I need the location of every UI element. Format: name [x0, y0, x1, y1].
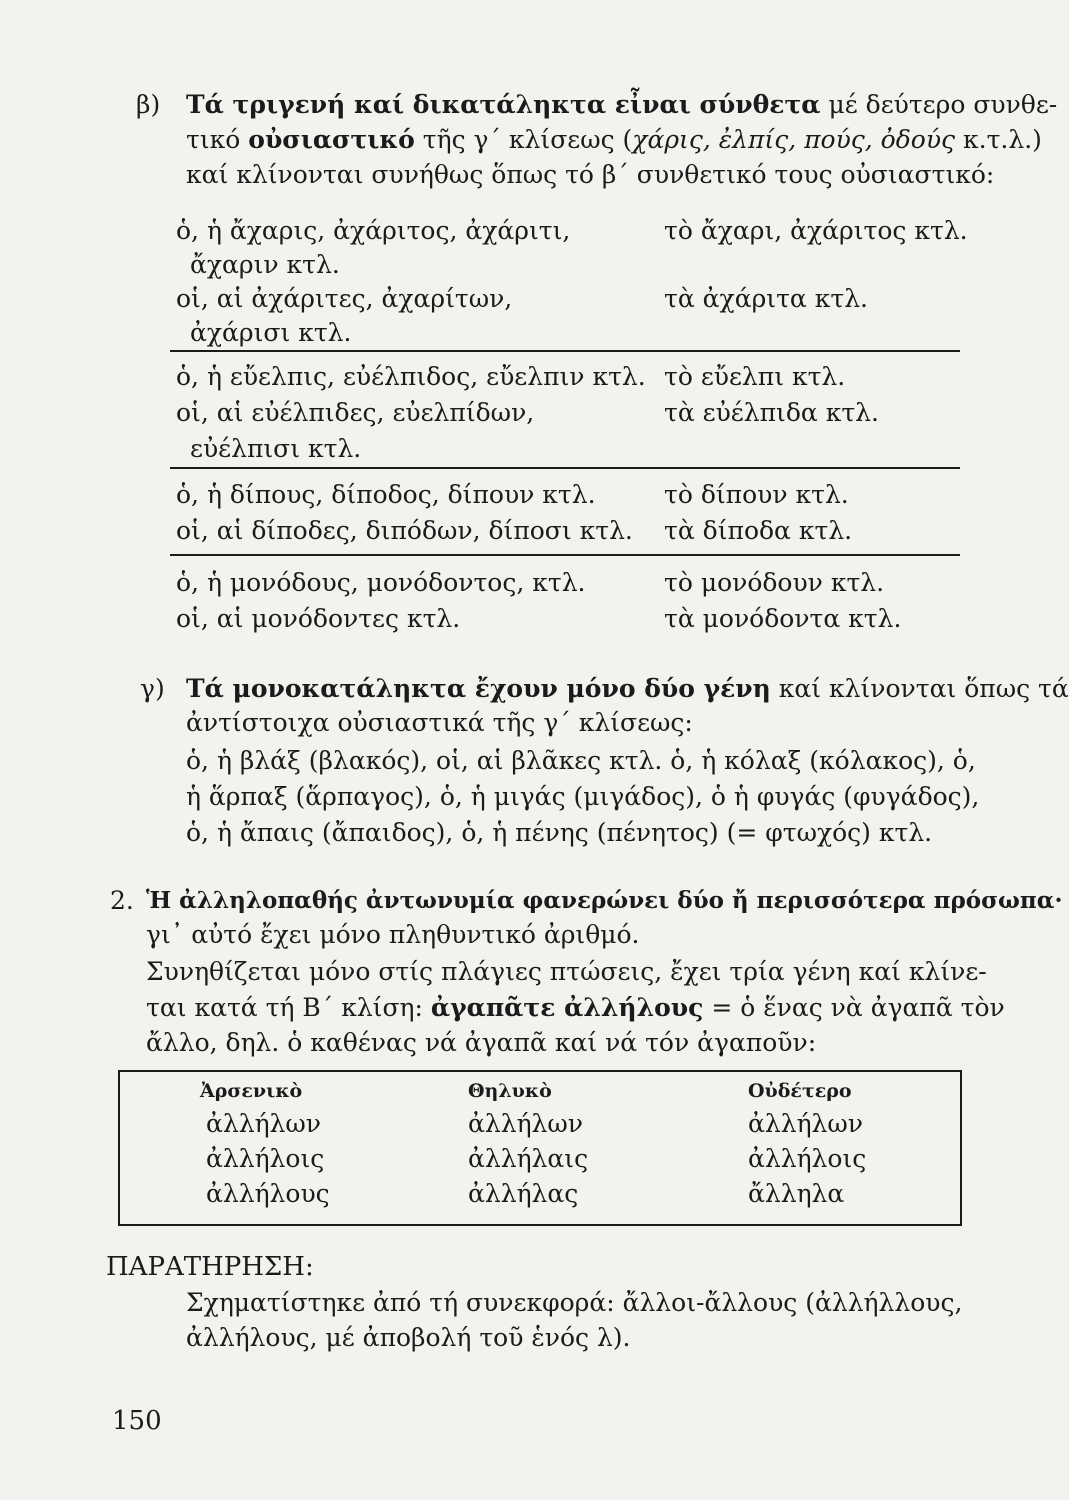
- decl-row: ὁ, ἡ εὔελπις, εὐέλπιδος, εὔελπιν κτλ.: [176, 362, 646, 391]
- decl-row: ὁ, ἡ δίπους, δίποδος, δίπουν κτλ.: [176, 480, 596, 509]
- gamma-example-line: ὁ, ἡ ἄπαις (ἄπαιδος), ὁ, ἡ πένης (πένητος) (= φτωχός) κτλ.: [186, 818, 933, 847]
- table-cell: ἀλλήλοις: [748, 1144, 867, 1173]
- bold-example: ἀγαπᾶτε ἀλλήλους: [430, 993, 704, 1022]
- decl-row: ὁ, ἡ ἄχαρις, ἀχάριτος, ἀχάριτι,: [176, 216, 571, 245]
- text-run: τικό: [186, 125, 249, 154]
- remark-heading: ΠΑΡΑΤΗΡΗΣΗ:: [106, 1252, 314, 1282]
- section-beta-line-1: [186, 88, 1057, 122]
- decl-neuter: τὸ δίπουν κτλ.: [664, 480, 849, 509]
- text-run: ται κατά τή Β΄ κλίση:: [146, 993, 431, 1022]
- table-cell: ἀλλήλων: [748, 1109, 863, 1138]
- decl-row: εὐέλπισι κτλ.: [190, 434, 362, 463]
- decl-neuter: τὰ μονόδοντα κτλ.: [664, 604, 902, 633]
- text-run: τῆς γ΄ κλίσεως (: [414, 125, 633, 154]
- column-masculine: [200, 1072, 466, 1211]
- divider-rule: [170, 467, 960, 469]
- italic-examples: χάρις, ἐλπίς, πούς, ὀδούς: [632, 125, 956, 154]
- column-header: Ἀρσενικὸ: [200, 1080, 303, 1102]
- section-2-line-4: [146, 991, 1005, 1025]
- table-cell: ἀλλήλους: [206, 1179, 330, 1208]
- decl-neuter: τὰ δίποδα κτλ.: [664, 516, 853, 545]
- decl-row: οἱ, αἱ εὐέλπιδες, εὐελπίδων,: [176, 398, 535, 427]
- section-gamma-line-2: ἀντίστοιχα οὐσιαστικά τῆς γ΄ κλίσεως:: [186, 708, 693, 737]
- section-beta-lead-rest: μέ δεύτερο συνθε-: [820, 90, 1058, 119]
- section-2-lead: Ἡ ἀλληλοπαθής ἀντωνυμία φανερώνει δύο ἤ περισσότερα πρόσωπα·: [146, 887, 1063, 914]
- text-run: = ὁ ἕνας νὰ ἀγαπᾶ τὸν: [703, 993, 1005, 1022]
- page-number: 150: [112, 1406, 162, 1436]
- section-2-line-5: ἄλλο, δηλ. ὁ καθένας νά ἀγαπᾶ καί νά τόν ἀγαποῦν:: [146, 1028, 817, 1057]
- column-header: Θηλυκὸ: [468, 1080, 552, 1102]
- table-cell: ἀλλήλων: [468, 1109, 583, 1138]
- section-gamma-lead: Τά μονοκατάληκτα ἔχουν μόνο δύο γένη: [186, 674, 771, 703]
- section-gamma-marker: γ): [140, 674, 165, 703]
- text-run: καί κλίνονται ὅπως τά: [770, 674, 1069, 703]
- decl-neuter: τὰ εὐέλπιδα κτλ.: [664, 398, 879, 427]
- section-2-line-3: Συνηθίζεται μόνο στίς πλάγιες πτώσεις, ἔχει τρία γένη καί κλίνε-: [146, 957, 987, 986]
- decl-row: ἀχάρισι κτλ.: [190, 318, 352, 347]
- section-beta-line-3: καί κλίνονται συνήθως ὅπως τό β΄ συνθετικό τους οὐσιαστικό:: [186, 160, 995, 189]
- decl-neuter: τὸ εὔελπι κτλ.: [664, 362, 846, 391]
- decl-row: οἱ, αἱ μονόδοντες κτλ.: [176, 604, 461, 633]
- table-cell: ἀλλήλων: [206, 1109, 321, 1138]
- table-cell: ἄλληλα: [748, 1179, 845, 1208]
- section-beta-lead: Τά τριγενή καί δικατάληκτα εἶναι σύνθετα: [186, 90, 821, 119]
- decl-row: ὁ, ἡ μονόδους, μονόδοντος, κτλ.: [176, 568, 586, 597]
- decl-neuter: τὰ ἀχάριτα κτλ.: [664, 284, 868, 313]
- table-cell: ἀλλήλαις: [468, 1144, 589, 1173]
- pronoun-table: [118, 1070, 962, 1226]
- column-feminine: [468, 1072, 728, 1211]
- section-2-line-2: γι᾽ αὐτό ἔχει μόνο πληθυντικό ἀριθμό.: [146, 920, 640, 949]
- section-gamma-line-1: [186, 672, 1069, 706]
- table-cell: ἀλλήλοις: [206, 1144, 325, 1173]
- column-header: Οὐδέτερο: [748, 1080, 852, 1102]
- section-beta-marker: β): [136, 90, 161, 119]
- section-beta-line-2: [186, 123, 1042, 157]
- table-cell: ἀλλήλας: [468, 1179, 579, 1208]
- remark-line-2: ἀλλήλους, μέ ἀποβολή τοῦ ἑνός λ).: [186, 1323, 631, 1352]
- text-run: κ.τ.λ.): [955, 125, 1042, 154]
- decl-neuter: τὸ μονόδουν κτλ.: [664, 568, 885, 597]
- divider-rule: [170, 350, 960, 352]
- divider-rule: [170, 554, 960, 556]
- remark-line-1: Σχηματίστηκε ἀπό τή συνεκφορά: ἄλλοι-ἄλλους (ἀλλήλλους,: [186, 1288, 963, 1317]
- column-neuter: [748, 1072, 1008, 1211]
- bold-term: οὐσιαστικό: [248, 125, 415, 154]
- section-2-marker: 2.: [110, 886, 134, 915]
- decl-row: ἄχαριν κτλ.: [190, 250, 340, 279]
- decl-row: οἱ, αἱ ἀχάριτες, ἀχαρίτων,: [176, 284, 513, 313]
- gamma-example-line: ὁ, ἡ βλάξ (βλακός), οἱ, αἱ βλᾶκες κτλ. ὁ, ἡ κόλαξ (κόλακος), ὁ,: [186, 746, 976, 775]
- decl-row: οἱ, αἱ δίποδες, διπόδων, δίποσι κτλ.: [176, 516, 633, 545]
- decl-neuter: τὸ ἄχαρι, ἀχάριτος κτλ.: [664, 216, 968, 245]
- gamma-example-line: ἡ ἅρπαξ (ἅρπαγος), ὁ, ἡ μιγάς (μιγάδος), ὁ ἡ φυγάς (φυγάδος),: [186, 782, 980, 811]
